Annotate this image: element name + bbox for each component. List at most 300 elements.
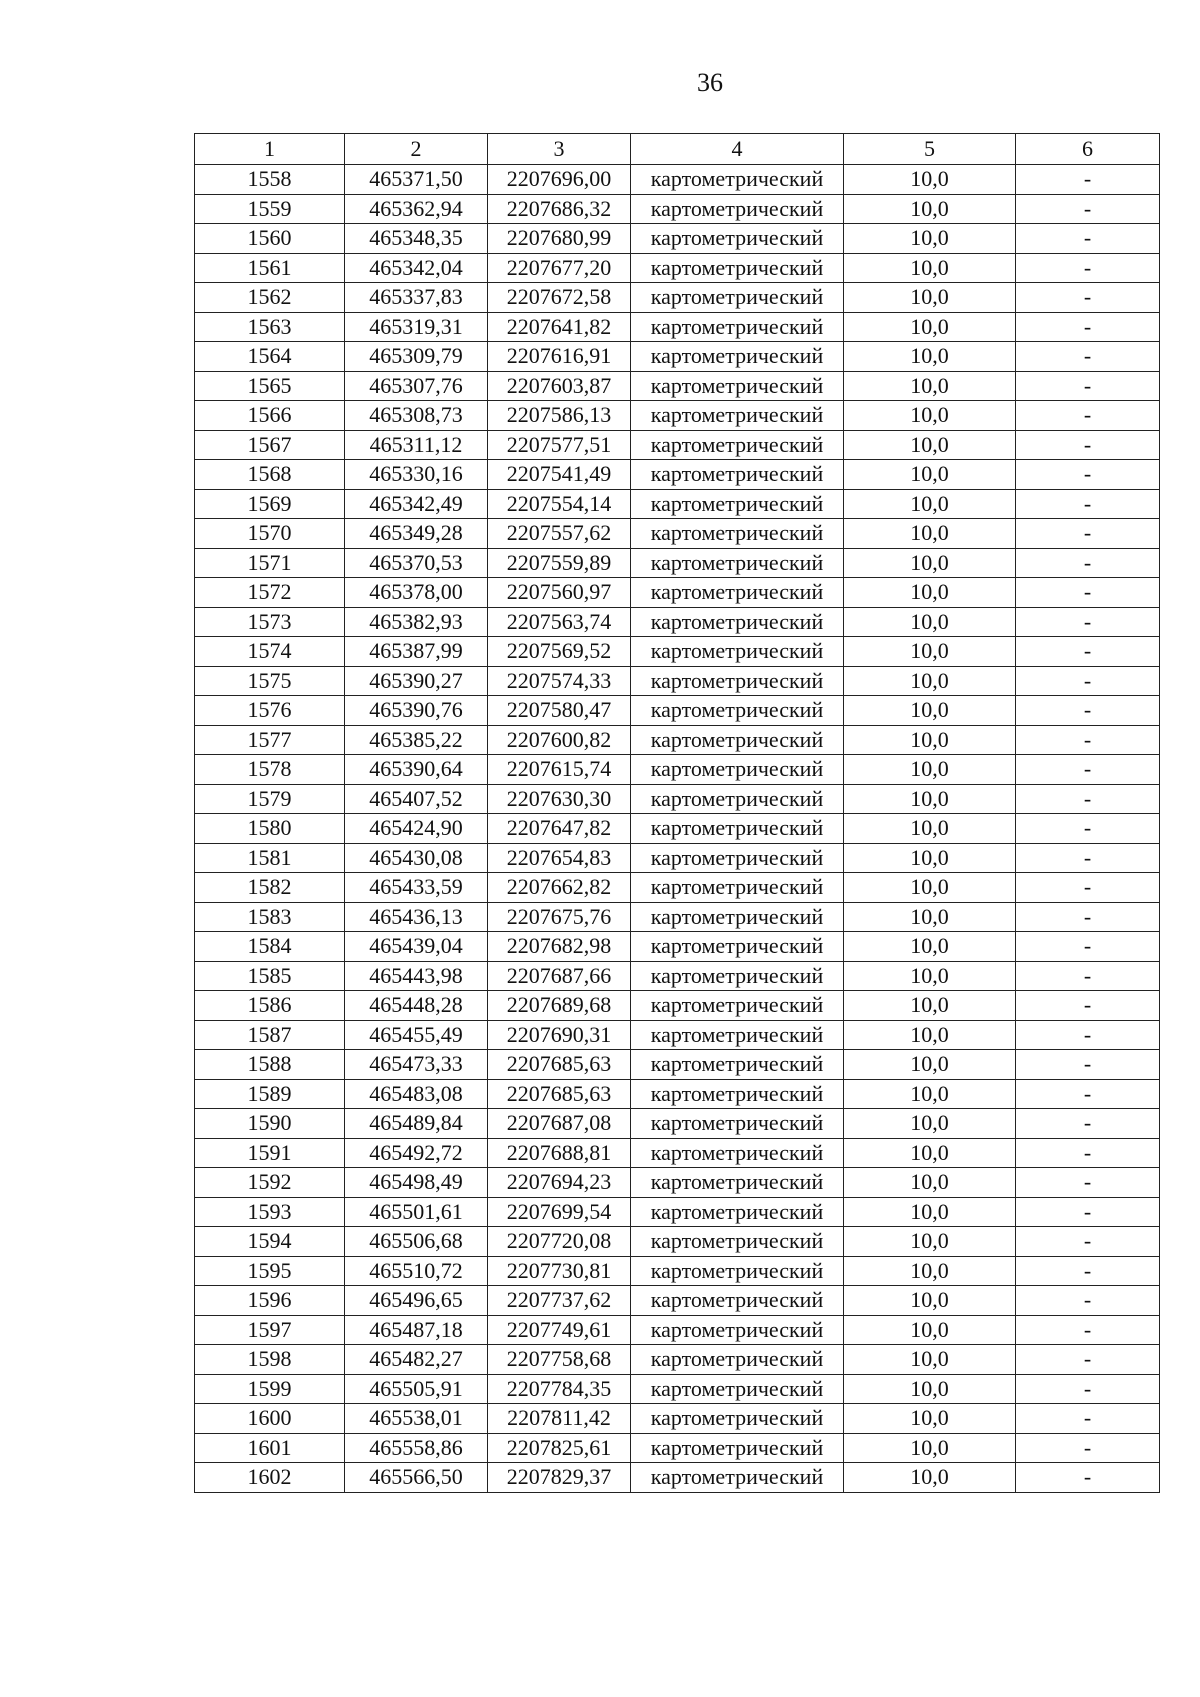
x-coordinate-cell: 465443,98 <box>345 961 488 991</box>
table-row <box>195 578 1160 608</box>
x-coordinate-cell: 465498,49 <box>345 1168 488 1198</box>
point-number-cell: 1598 <box>195 1345 345 1375</box>
note-cell: - <box>1016 1109 1160 1139</box>
x-coordinate-cell: 465501,61 <box>345 1197 488 1227</box>
note-cell: - <box>1016 1227 1160 1257</box>
table-row <box>195 814 1160 844</box>
point-number-cell: 1561 <box>195 253 345 283</box>
point-number-cell: 1569 <box>195 489 345 519</box>
point-number-cell: 1576 <box>195 696 345 726</box>
note-cell: - <box>1016 991 1160 1021</box>
y-coordinate-cell: 2207677,20 <box>488 253 631 283</box>
y-coordinate-cell: 2207559,89 <box>488 548 631 578</box>
point-number-cell: 1600 <box>195 1404 345 1434</box>
y-coordinate-cell: 2207675,76 <box>488 902 631 932</box>
note-cell: - <box>1016 489 1160 519</box>
column-header-6: 6 <box>1016 134 1160 165</box>
y-coordinate-cell: 2207554,14 <box>488 489 631 519</box>
note-cell: - <box>1016 1315 1160 1345</box>
note-cell: - <box>1016 1374 1160 1404</box>
x-coordinate-cell: 465538,01 <box>345 1404 488 1434</box>
accuracy-cell: 10,0 <box>844 1050 1016 1080</box>
point-number-cell: 1570 <box>195 519 345 549</box>
x-coordinate-cell: 465489,84 <box>345 1109 488 1139</box>
note-cell: - <box>1016 932 1160 962</box>
method-cell: картометрический <box>631 1286 844 1316</box>
y-coordinate-cell: 2207689,68 <box>488 991 631 1021</box>
y-coordinate-cell: 2207680,99 <box>488 224 631 254</box>
table-row <box>195 1109 1160 1139</box>
x-coordinate-cell: 465382,93 <box>345 607 488 637</box>
point-number-cell: 1575 <box>195 666 345 696</box>
y-coordinate-cell: 2207686,32 <box>488 194 631 224</box>
note-cell: - <box>1016 1138 1160 1168</box>
table-row <box>195 932 1160 962</box>
accuracy-cell: 10,0 <box>844 312 1016 342</box>
note-cell: - <box>1016 755 1160 785</box>
method-cell: картометрический <box>631 224 844 254</box>
x-coordinate-cell: 465371,50 <box>345 165 488 195</box>
note-cell: - <box>1016 696 1160 726</box>
method-cell: картометрический <box>631 194 844 224</box>
table-row <box>195 548 1160 578</box>
x-coordinate-cell: 465390,27 <box>345 666 488 696</box>
y-coordinate-cell: 2207737,62 <box>488 1286 631 1316</box>
table-row <box>195 283 1160 313</box>
point-number-cell: 1599 <box>195 1374 345 1404</box>
point-number-cell: 1573 <box>195 607 345 637</box>
method-cell: картометрический <box>631 1197 844 1227</box>
table-row <box>195 784 1160 814</box>
method-cell: картометрический <box>631 342 844 372</box>
point-number-cell: 1582 <box>195 873 345 903</box>
point-number-cell: 1566 <box>195 401 345 431</box>
accuracy-cell: 10,0 <box>844 755 1016 785</box>
x-coordinate-cell: 465337,83 <box>345 283 488 313</box>
accuracy-cell: 10,0 <box>844 1404 1016 1434</box>
note-cell: - <box>1016 784 1160 814</box>
y-coordinate-cell: 2207829,37 <box>488 1463 631 1493</box>
method-cell: картометрический <box>631 814 844 844</box>
x-coordinate-cell: 465439,04 <box>345 932 488 962</box>
x-coordinate-cell: 465308,73 <box>345 401 488 431</box>
x-coordinate-cell: 465506,68 <box>345 1227 488 1257</box>
accuracy-cell: 10,0 <box>844 1138 1016 1168</box>
y-coordinate-cell: 2207600,82 <box>488 725 631 755</box>
point-number-cell: 1578 <box>195 755 345 785</box>
method-cell: картометрический <box>631 1020 844 1050</box>
note-cell: - <box>1016 1197 1160 1227</box>
point-number-cell: 1586 <box>195 991 345 1021</box>
note-cell: - <box>1016 666 1160 696</box>
method-cell: картометрический <box>631 902 844 932</box>
point-number-cell: 1601 <box>195 1433 345 1463</box>
accuracy-cell: 10,0 <box>844 1286 1016 1316</box>
table-row <box>195 1374 1160 1404</box>
x-coordinate-cell: 465492,72 <box>345 1138 488 1168</box>
accuracy-cell: 10,0 <box>844 1020 1016 1050</box>
point-number-cell: 1559 <box>195 194 345 224</box>
method-cell: картометрический <box>631 1404 844 1434</box>
column-header-5: 5 <box>844 134 1016 165</box>
x-coordinate-cell: 465566,50 <box>345 1463 488 1493</box>
y-coordinate-cell: 2207687,66 <box>488 961 631 991</box>
point-number-cell: 1588 <box>195 1050 345 1080</box>
point-number-cell: 1596 <box>195 1286 345 1316</box>
y-coordinate-cell: 2207784,35 <box>488 1374 631 1404</box>
x-coordinate-cell: 465330,16 <box>345 460 488 490</box>
point-number-cell: 1571 <box>195 548 345 578</box>
point-number-cell: 1567 <box>195 430 345 460</box>
table-row <box>195 637 1160 667</box>
x-coordinate-cell: 465342,04 <box>345 253 488 283</box>
table-row <box>195 607 1160 637</box>
point-number-cell: 1591 <box>195 1138 345 1168</box>
point-number-cell: 1577 <box>195 725 345 755</box>
table-row <box>195 991 1160 1021</box>
accuracy-cell: 10,0 <box>844 1197 1016 1227</box>
accuracy-cell: 10,0 <box>844 725 1016 755</box>
y-coordinate-cell: 2207730,81 <box>488 1256 631 1286</box>
point-number-cell: 1584 <box>195 932 345 962</box>
x-coordinate-cell: 465362,94 <box>345 194 488 224</box>
note-cell: - <box>1016 1020 1160 1050</box>
x-coordinate-cell: 465370,53 <box>345 548 488 578</box>
method-cell: картометрический <box>631 430 844 460</box>
point-number-cell: 1589 <box>195 1079 345 1109</box>
y-coordinate-cell: 2207560,97 <box>488 578 631 608</box>
y-coordinate-cell: 2207685,63 <box>488 1079 631 1109</box>
method-cell: картометрический <box>631 1433 844 1463</box>
page-number: 36 <box>697 68 723 97</box>
y-coordinate-cell: 2207577,51 <box>488 430 631 460</box>
y-coordinate-cell: 2207563,74 <box>488 607 631 637</box>
method-cell: картометрический <box>631 312 844 342</box>
table-row <box>195 371 1160 401</box>
point-number-cell: 1595 <box>195 1256 345 1286</box>
table-row <box>195 1079 1160 1109</box>
point-number-cell: 1585 <box>195 961 345 991</box>
x-coordinate-cell: 465342,49 <box>345 489 488 519</box>
accuracy-cell: 10,0 <box>844 489 1016 519</box>
table-row <box>195 430 1160 460</box>
table-row <box>195 1345 1160 1375</box>
note-cell: - <box>1016 371 1160 401</box>
method-cell: картометрический <box>631 1138 844 1168</box>
table-row <box>195 902 1160 932</box>
x-coordinate-cell: 465349,28 <box>345 519 488 549</box>
y-coordinate-cell: 2207696,00 <box>488 165 631 195</box>
x-coordinate-cell: 465311,12 <box>345 430 488 460</box>
table-row <box>195 873 1160 903</box>
point-number-cell: 1574 <box>195 637 345 667</box>
accuracy-cell: 10,0 <box>844 607 1016 637</box>
y-coordinate-cell: 2207662,82 <box>488 873 631 903</box>
accuracy-cell: 10,0 <box>844 1463 1016 1493</box>
accuracy-cell: 10,0 <box>844 784 1016 814</box>
method-cell: картометрический <box>631 696 844 726</box>
point-number-cell: 1564 <box>195 342 345 372</box>
table-row <box>195 342 1160 372</box>
accuracy-cell: 10,0 <box>844 460 1016 490</box>
method-cell: картометрический <box>631 1374 844 1404</box>
x-coordinate-cell: 465319,31 <box>345 312 488 342</box>
method-cell: картометрический <box>631 519 844 549</box>
table-row <box>195 460 1160 490</box>
accuracy-cell: 10,0 <box>844 1109 1016 1139</box>
x-coordinate-cell: 465390,76 <box>345 696 488 726</box>
table-row <box>195 1020 1160 1050</box>
note-cell: - <box>1016 637 1160 667</box>
point-number-cell: 1590 <box>195 1109 345 1139</box>
point-number-cell: 1580 <box>195 814 345 844</box>
y-coordinate-cell: 2207630,30 <box>488 784 631 814</box>
point-number-cell: 1581 <box>195 843 345 873</box>
table-row <box>195 1227 1160 1257</box>
y-coordinate-cell: 2207749,61 <box>488 1315 631 1345</box>
accuracy-cell: 10,0 <box>844 1433 1016 1463</box>
note-cell: - <box>1016 312 1160 342</box>
accuracy-cell: 10,0 <box>844 401 1016 431</box>
method-cell: картометрический <box>631 460 844 490</box>
table-row <box>195 1404 1160 1434</box>
column-header-1: 1 <box>195 134 345 165</box>
x-coordinate-cell: 465482,27 <box>345 1345 488 1375</box>
x-coordinate-cell: 465448,28 <box>345 991 488 1021</box>
note-cell: - <box>1016 607 1160 637</box>
accuracy-cell: 10,0 <box>844 932 1016 962</box>
method-cell: картометрический <box>631 784 844 814</box>
x-coordinate-cell: 465407,52 <box>345 784 488 814</box>
x-coordinate-cell: 465348,35 <box>345 224 488 254</box>
y-coordinate-cell: 2207541,49 <box>488 460 631 490</box>
method-cell: картометрический <box>631 1315 844 1345</box>
x-coordinate-cell: 465430,08 <box>345 843 488 873</box>
y-coordinate-cell: 2207672,58 <box>488 283 631 313</box>
y-coordinate-cell: 2207687,08 <box>488 1109 631 1139</box>
accuracy-cell: 10,0 <box>844 961 1016 991</box>
point-number-cell: 1592 <box>195 1168 345 1198</box>
method-cell: картометрический <box>631 401 844 431</box>
table-row <box>195 312 1160 342</box>
y-coordinate-cell: 2207616,91 <box>488 342 631 372</box>
table-row <box>195 725 1160 755</box>
x-coordinate-cell: 465307,76 <box>345 371 488 401</box>
y-coordinate-cell: 2207569,52 <box>488 637 631 667</box>
note-cell: - <box>1016 1345 1160 1375</box>
point-number-cell: 1602 <box>195 1463 345 1493</box>
y-coordinate-cell: 2207682,98 <box>488 932 631 962</box>
y-coordinate-cell: 2207688,81 <box>488 1138 631 1168</box>
point-number-cell: 1568 <box>195 460 345 490</box>
y-coordinate-cell: 2207574,33 <box>488 666 631 696</box>
point-number-cell: 1572 <box>195 578 345 608</box>
accuracy-cell: 10,0 <box>844 666 1016 696</box>
x-coordinate-cell: 465483,08 <box>345 1079 488 1109</box>
y-coordinate-cell: 2207615,74 <box>488 755 631 785</box>
method-cell: картометрический <box>631 755 844 785</box>
method-cell: картометрический <box>631 1079 844 1109</box>
y-coordinate-cell: 2207654,83 <box>488 843 631 873</box>
x-coordinate-cell: 465496,65 <box>345 1286 488 1316</box>
point-number-cell: 1558 <box>195 165 345 195</box>
method-cell: картометрический <box>631 1050 844 1080</box>
note-cell: - <box>1016 1286 1160 1316</box>
table-row <box>195 1286 1160 1316</box>
method-cell: картометрический <box>631 637 844 667</box>
method-cell: картометрический <box>631 1168 844 1198</box>
table-row <box>195 696 1160 726</box>
note-cell: - <box>1016 725 1160 755</box>
accuracy-cell: 10,0 <box>844 224 1016 254</box>
column-header-3: 3 <box>488 134 631 165</box>
point-number-cell: 1562 <box>195 283 345 313</box>
method-cell: картометрический <box>631 991 844 1021</box>
method-cell: картометрический <box>631 1256 844 1286</box>
method-cell: картометрический <box>631 843 844 873</box>
table-row <box>195 1138 1160 1168</box>
method-cell: картометрический <box>631 371 844 401</box>
point-number-cell: 1583 <box>195 902 345 932</box>
table-row <box>195 1463 1160 1493</box>
accuracy-cell: 10,0 <box>844 637 1016 667</box>
accuracy-cell: 10,0 <box>844 814 1016 844</box>
method-cell: картометрический <box>631 548 844 578</box>
y-coordinate-cell: 2207647,82 <box>488 814 631 844</box>
column-header-4: 4 <box>631 134 844 165</box>
table-body <box>195 165 1160 1493</box>
table-row <box>195 489 1160 519</box>
point-number-cell: 1560 <box>195 224 345 254</box>
table-header-row <box>195 134 1160 165</box>
note-cell: - <box>1016 1463 1160 1493</box>
point-number-cell: 1563 <box>195 312 345 342</box>
accuracy-cell: 10,0 <box>844 1345 1016 1375</box>
method-cell: картометрический <box>631 725 844 755</box>
x-coordinate-cell: 465558,86 <box>345 1433 488 1463</box>
note-cell: - <box>1016 1079 1160 1109</box>
x-coordinate-cell: 465505,91 <box>345 1374 488 1404</box>
x-coordinate-cell: 465473,33 <box>345 1050 488 1080</box>
note-cell: - <box>1016 548 1160 578</box>
column-header-2: 2 <box>345 134 488 165</box>
y-coordinate-cell: 2207694,23 <box>488 1168 631 1198</box>
table-row <box>195 253 1160 283</box>
point-number-cell: 1594 <box>195 1227 345 1257</box>
note-cell: - <box>1016 961 1160 991</box>
y-coordinate-cell: 2207825,61 <box>488 1433 631 1463</box>
y-coordinate-cell: 2207720,08 <box>488 1227 631 1257</box>
point-number-cell: 1579 <box>195 784 345 814</box>
table-row <box>195 666 1160 696</box>
note-cell: - <box>1016 342 1160 372</box>
note-cell: - <box>1016 519 1160 549</box>
x-coordinate-cell: 465436,13 <box>345 902 488 932</box>
note-cell: - <box>1016 814 1160 844</box>
table-row <box>195 1256 1160 1286</box>
x-coordinate-cell: 465309,79 <box>345 342 488 372</box>
x-coordinate-cell: 465378,00 <box>345 578 488 608</box>
x-coordinate-cell: 465455,49 <box>345 1020 488 1050</box>
method-cell: картометрический <box>631 283 844 313</box>
accuracy-cell: 10,0 <box>844 342 1016 372</box>
accuracy-cell: 10,0 <box>844 165 1016 195</box>
accuracy-cell: 10,0 <box>844 1256 1016 1286</box>
method-cell: картометрический <box>631 489 844 519</box>
accuracy-cell: 10,0 <box>844 548 1016 578</box>
accuracy-cell: 10,0 <box>844 578 1016 608</box>
y-coordinate-cell: 2207557,62 <box>488 519 631 549</box>
note-cell: - <box>1016 401 1160 431</box>
accuracy-cell: 10,0 <box>844 1374 1016 1404</box>
accuracy-cell: 10,0 <box>844 194 1016 224</box>
point-number-cell: 1565 <box>195 371 345 401</box>
table-row <box>195 843 1160 873</box>
table-row <box>195 1168 1160 1198</box>
accuracy-cell: 10,0 <box>844 519 1016 549</box>
x-coordinate-cell: 465433,59 <box>345 873 488 903</box>
note-cell: - <box>1016 460 1160 490</box>
y-coordinate-cell: 2207811,42 <box>488 1404 631 1434</box>
method-cell: картометрический <box>631 932 844 962</box>
method-cell: картометрический <box>631 1227 844 1257</box>
method-cell: картометрический <box>631 961 844 991</box>
table-row <box>195 755 1160 785</box>
x-coordinate-cell: 465387,99 <box>345 637 488 667</box>
accuracy-cell: 10,0 <box>844 873 1016 903</box>
method-cell: картометрический <box>631 1109 844 1139</box>
table-row <box>195 224 1160 254</box>
x-coordinate-cell: 465424,90 <box>345 814 488 844</box>
y-coordinate-cell: 2207580,47 <box>488 696 631 726</box>
accuracy-cell: 10,0 <box>844 1168 1016 1198</box>
note-cell: - <box>1016 902 1160 932</box>
note-cell: - <box>1016 1168 1160 1198</box>
x-coordinate-cell: 465487,18 <box>345 1315 488 1345</box>
table-row <box>195 1050 1160 1080</box>
coordinates-table <box>194 133 1160 1493</box>
point-number-cell: 1597 <box>195 1315 345 1345</box>
note-cell: - <box>1016 1404 1160 1434</box>
note-cell: - <box>1016 194 1160 224</box>
x-coordinate-cell: 465390,64 <box>345 755 488 785</box>
note-cell: - <box>1016 253 1160 283</box>
y-coordinate-cell: 2207641,82 <box>488 312 631 342</box>
y-coordinate-cell: 2207699,54 <box>488 1197 631 1227</box>
note-cell: - <box>1016 1433 1160 1463</box>
accuracy-cell: 10,0 <box>844 1227 1016 1257</box>
accuracy-cell: 10,0 <box>844 1079 1016 1109</box>
note-cell: - <box>1016 224 1160 254</box>
y-coordinate-cell: 2207685,63 <box>488 1050 631 1080</box>
note-cell: - <box>1016 430 1160 460</box>
method-cell: картометрический <box>631 578 844 608</box>
table-row <box>195 1433 1160 1463</box>
note-cell: - <box>1016 1050 1160 1080</box>
point-number-cell: 1587 <box>195 1020 345 1050</box>
method-cell: картометрический <box>631 253 844 283</box>
y-coordinate-cell: 2207603,87 <box>488 371 631 401</box>
accuracy-cell: 10,0 <box>844 843 1016 873</box>
x-coordinate-cell: 465510,72 <box>345 1256 488 1286</box>
accuracy-cell: 10,0 <box>844 1315 1016 1345</box>
table-row <box>195 961 1160 991</box>
note-cell: - <box>1016 283 1160 313</box>
note-cell: - <box>1016 843 1160 873</box>
method-cell: картометрический <box>631 165 844 195</box>
accuracy-cell: 10,0 <box>844 991 1016 1021</box>
accuracy-cell: 10,0 <box>844 371 1016 401</box>
